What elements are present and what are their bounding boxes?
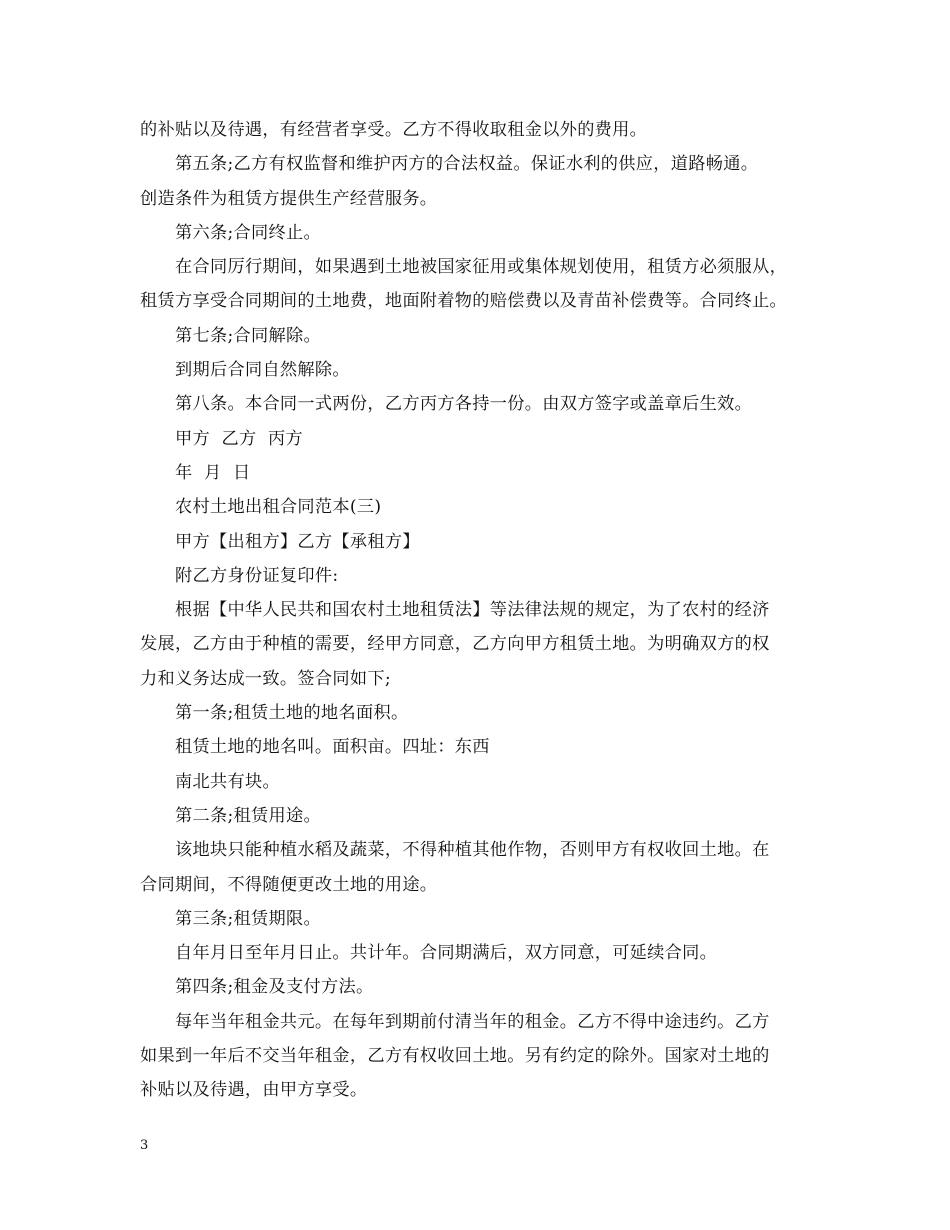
text-line: 力和义务达成一致。签合同如下;	[140, 668, 391, 689]
text-line: 该地块只能种植水稻及蔬菜，不得种植其他作物，否则甲方有权收回土地。在	[175, 840, 770, 861]
text-line: 第二条;租赁用途。	[175, 805, 321, 826]
text-line: 第一条;租赁土地的地名面积。	[175, 703, 409, 724]
document-body	[140, 113, 815, 1108]
text-line: 合同期间，不得随便更改土地的用途。	[140, 874, 438, 895]
text-line: 自年月日至年月日止。共计年。合同期满后，双方同意，可延续合同。	[175, 943, 718, 964]
text-line: 第六条;合同终止。	[175, 222, 321, 243]
text-line: 如果到一年后不交当年租金，乙方有权收回土地。另有约定的除外。国家对土地的	[140, 1046, 770, 1067]
text-line: 甲方 乙方 丙方	[175, 428, 303, 449]
text-line: 第五条;乙方有权监督和维护丙方的合法权益。保证水利的供应，道路畅通。	[175, 154, 759, 175]
text-line: 创造条件为租赁方提供生产经营服务。	[140, 188, 438, 209]
text-line: 根据【中华人民共和国农村土地租赁法】等法律法规的规定，为了农村的经济	[175, 600, 770, 621]
text-line: 发展，乙方由于种植的需要，经甲方同意，乙方向甲方租赁土地。为明确双方的权	[140, 634, 770, 655]
text-line: 的补贴以及待遇，有经营者享受。乙方不得收取租金以外的费用。	[140, 120, 648, 140]
text-line: 租赁土地的地名叫。面积亩。四址：东西	[175, 737, 490, 758]
text-line: 在合同厉行期间，如果遇到土地被国家征用或集体规划使用，租赁方必须服从，	[175, 257, 788, 278]
text-line: 第七条;合同解除。	[175, 325, 321, 346]
text-line: 每年当年租金共元。在每年到期前付清当年的租金。乙方不得中途违约。乙方	[175, 1011, 770, 1032]
text-line: 年 月 日	[175, 462, 251, 483]
text-line: 南北共有块。	[175, 771, 280, 792]
text-line: 第八条。本合同一式两份，乙方丙方各持一份。由双方签字或盖章后生效。	[175, 394, 753, 415]
text-line: 第四条;租金及支付方法。	[175, 977, 374, 998]
section-heading: 农村土地出租合同范本(三)	[175, 497, 382, 518]
page-number: 3	[140, 1138, 149, 1153]
text-line: 租赁方享受合同期间的土地费，地面附着物的赔偿费以及青苗补偿费等。合同终止。	[140, 291, 788, 312]
text-line: 附乙方身份证复印件:	[175, 565, 339, 586]
text-line: 补贴以及待遇，由甲方享受。	[140, 1080, 368, 1101]
text-line: 第三条;租赁期限。	[175, 908, 321, 929]
text-line: 甲方【出租方】乙方【承租方】	[175, 531, 420, 552]
text-line: 到期后合同自然解除。	[175, 360, 350, 381]
